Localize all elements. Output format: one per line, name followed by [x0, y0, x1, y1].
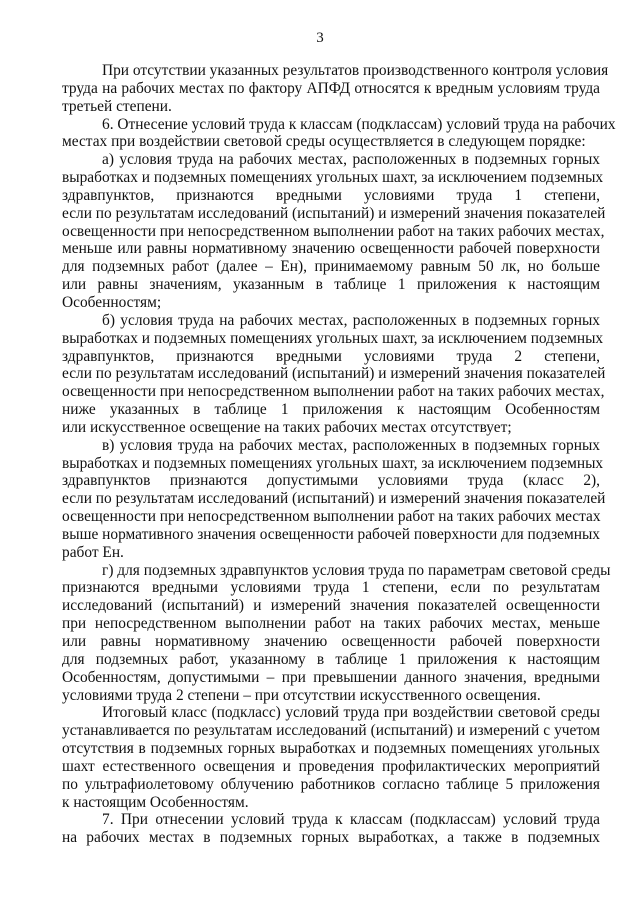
- text-line: здравпунктов, признаются вредными условиями труда 1 степени,: [62, 186, 600, 204]
- text-line: или искусственное освещение на таких рабочих местах отсутствует;: [62, 418, 512, 436]
- text-line: выше нормативного значения освещенности рабочей поверхности для подземных: [62, 525, 600, 543]
- text-line: для подземных работ, указанному в таблице 1 приложения к настоящим: [62, 650, 600, 668]
- text-line: при непосредственном выполнении работ на таких рабочих местах, меньше: [62, 615, 600, 633]
- text-line: освещенности при непосредственном выполнении работ на таких рабочих местах,: [62, 222, 605, 240]
- text-line: освещенности при непосредственном выполнении работ на таких рабочих местах: [62, 508, 601, 526]
- text-line: выработках и подземных помещениях угольных шахт, за исключением подземных: [62, 329, 604, 347]
- text-line: труда на рабочих местах по фактору АПФД относятся к вредным условиям труда: [62, 79, 600, 97]
- text-line: на рабочих местах в подземных горных выработках, а также в подземных: [62, 829, 600, 847]
- text-line: третьей степени.: [62, 97, 172, 115]
- text-line: устанавливается по результатам исследований (испытаний) и измерений с учетом: [62, 722, 600, 740]
- text-line: а) условия труда на рабочих местах, расположенных в подземных горных: [102, 151, 600, 169]
- text-line: работ Ен.: [62, 543, 124, 561]
- text-line: в) условия труда на рабочих местах, расположенных в подземных горных: [102, 436, 600, 454]
- text-line: меньше или равны нормативному значению освещенности рабочей поверхности: [62, 240, 600, 258]
- text-line: исследований (испытаний) и измерений значения показателей освещенности: [62, 597, 600, 615]
- text-line: выработках и подземных помещениях угольных шахт, за исключением подземных: [62, 169, 604, 187]
- text-line: Особенностям;: [62, 293, 162, 311]
- text-line: г) для подземных здравпунктов условия труда по параметрам световой среды: [102, 561, 611, 579]
- text-line: для подземных работ (далее – Ен), принимаемому равным 50 лк, но больше: [62, 258, 600, 276]
- text-line: Особенностям, допустимыми – при превышении данного значения, вредными: [62, 668, 600, 686]
- text-line: отсутствия в подземных горных выработках и подземных помещениях угольных: [62, 740, 600, 758]
- text-line: или равны значениям, указанным в таблице 1 приложения к настоящим: [62, 276, 600, 294]
- text-line: если по результатам исследований (испытаний) и измерений значения показателей: [62, 365, 606, 383]
- text-line: 7. При отнесении условий труда к классам (подклассам) условий труда: [102, 811, 600, 829]
- text-line: здравпунктов, признаются вредными условиями труда 2 степени,: [62, 347, 600, 365]
- text-line: освещенности при непосредственном выполнении работ на таких рабочих местах,: [62, 383, 605, 401]
- text-line: к настоящим Особенностям.: [62, 793, 249, 811]
- text-line: по ультрафиолетовому облучению работников согласно таблице 5 приложения: [62, 775, 600, 793]
- text-line: При отсутствии указанных результатов производственного контроля условия: [102, 62, 609, 79]
- text-line: здравпунктов признаются допустимыми условиями труда (класс 2),: [62, 472, 600, 490]
- text-line: Итоговый класс (подкласс) условий труда при воздействии световой среды: [102, 704, 600, 722]
- text-line: местах при воздействии световой среды осуществляется в следующем порядке:: [62, 133, 586, 151]
- text-line: признаются вредными условиями труда 1 степени, если по результатам: [62, 579, 600, 597]
- text-line: условиями труда 2 степени – при отсутствии искусственного освещения.: [62, 686, 541, 704]
- document-body: [62, 62, 616, 847]
- text-line: 6. Отнесение условий труда к классам (подклассам) условий труда на рабочих: [102, 115, 616, 133]
- page-number: 3: [316, 30, 324, 46]
- text-line: или равны нормативному значению освещенности рабочей поверхности: [62, 633, 600, 650]
- text-line: шахт естественного освещения и проведения профилактических мероприятий: [62, 757, 600, 775]
- text-line: выработках и подземных помещениях угольных шахт, за исключением подземных: [62, 454, 604, 472]
- text-line: если по результатам исследований (испытаний) и измерений значения показателей: [62, 490, 606, 508]
- text-line: если по результатам исследований (испытаний) и измерений значения показателей: [62, 204, 606, 222]
- text-line: б) условия труда на рабочих местах, расположенных в подземных горных: [102, 311, 600, 329]
- text-line: ниже указанных в таблице 1 приложения к настоящим Особенностям: [62, 401, 600, 419]
